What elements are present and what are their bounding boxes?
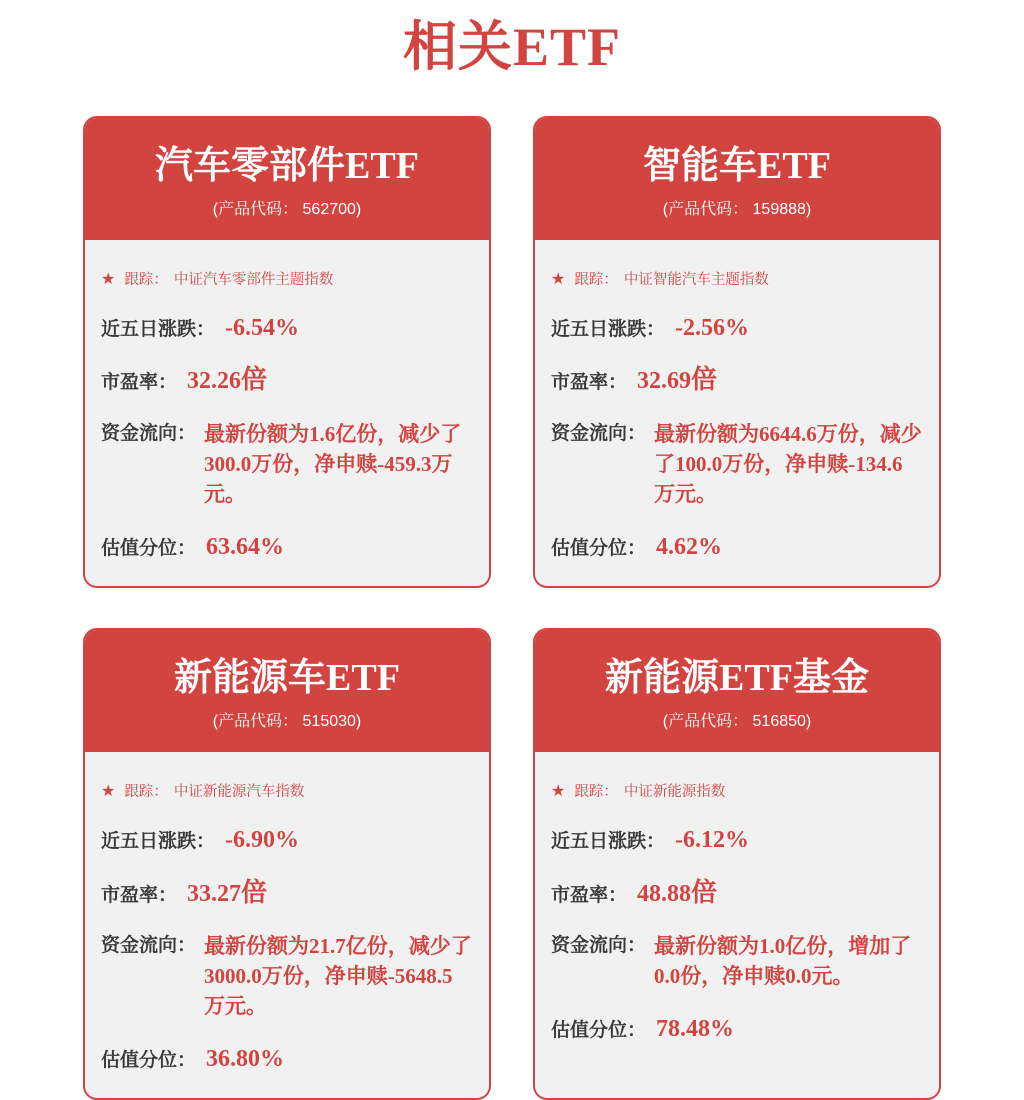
etf-card-smart-car bbox=[533, 116, 941, 588]
fund-flow-row bbox=[101, 931, 473, 1021]
tracked-index-name: 中证智能汽车主题指数 bbox=[623, 272, 769, 288]
five-day-change-row bbox=[551, 826, 923, 853]
valuation-row bbox=[551, 1015, 923, 1042]
card-body bbox=[535, 240, 939, 586]
five-day-change-value: -6.12% bbox=[675, 827, 750, 854]
pe-unit: 倍 bbox=[241, 364, 268, 395]
track-label: 跟踪： bbox=[574, 784, 618, 801]
tracked-index-line bbox=[551, 782, 923, 802]
valuation-value: 78.48% bbox=[656, 1015, 735, 1042]
pe-unit: 倍 bbox=[241, 876, 268, 907]
fund-flow-value: 最新份额为1.0亿份，增加了0.0份，净申赎0.0元。 bbox=[654, 933, 912, 988]
five-day-change-row bbox=[551, 314, 923, 341]
card-body bbox=[85, 752, 489, 1098]
card-header bbox=[535, 630, 939, 752]
pe-ratio-row bbox=[551, 365, 923, 394]
fund-flow-row bbox=[551, 419, 923, 509]
product-code: (产品代码： 562700) bbox=[212, 201, 362, 218]
etf-card-nev bbox=[83, 628, 491, 1100]
pe-ratio-row bbox=[101, 878, 473, 907]
product-code: (产品代码： 515030) bbox=[212, 713, 362, 731]
fund-flow-label: 资金流向： bbox=[101, 934, 197, 956]
tracked-index-name: 中证汽车零部件主题指数 bbox=[173, 272, 334, 288]
pe-ratio-value: 32.69倍 bbox=[637, 364, 718, 395]
five-day-change-row bbox=[101, 314, 473, 341]
star-icon: ★ bbox=[101, 783, 116, 801]
tracked-index-line bbox=[551, 270, 923, 290]
star-icon: ★ bbox=[551, 783, 566, 801]
valuation-value: 36.80% bbox=[206, 1045, 285, 1072]
etf-name: 新能源车ETF bbox=[174, 657, 400, 700]
pe-ratio-label: 市盈率： bbox=[101, 884, 178, 906]
five-day-change-value: -6.54% bbox=[225, 315, 300, 341]
tracked-index-line bbox=[101, 782, 473, 802]
track-label: 跟踪： bbox=[124, 784, 168, 801]
fund-flow-row bbox=[101, 419, 473, 509]
tracked-index-line bbox=[101, 270, 473, 290]
fund-flow-label: 资金流向： bbox=[551, 422, 647, 444]
etf-card-grid bbox=[83, 116, 941, 1100]
etf-name: 智能车ETF bbox=[643, 145, 831, 187]
star-icon: ★ bbox=[551, 271, 566, 288]
fund-flow-value: 最新份额为21.7亿份，减少了3000.0万份，净申赎-5648.5万元。 bbox=[204, 933, 472, 1018]
valuation-value: 4.62% bbox=[656, 533, 723, 560]
etf-card-auto-parts bbox=[83, 116, 491, 588]
product-code: (产品代码： 159888) bbox=[662, 201, 812, 218]
five-day-change-value: -6.90% bbox=[225, 827, 300, 854]
valuation-label: 估值分位： bbox=[551, 537, 647, 559]
five-day-change-label: 近五日涨跌： bbox=[551, 831, 666, 853]
tracked-index-name: 中证新能源汽车指数 bbox=[173, 784, 305, 801]
five-day-change-value: -2.56% bbox=[675, 315, 750, 341]
pe-ratio-value: 33.27倍 bbox=[187, 876, 268, 907]
pe-ratio-row bbox=[101, 365, 473, 394]
pe-ratio-row bbox=[551, 878, 923, 907]
five-day-change-label: 近五日涨跌： bbox=[101, 319, 216, 340]
valuation-label: 估值分位： bbox=[551, 1019, 647, 1041]
fund-flow-row bbox=[551, 931, 923, 991]
fund-flow-value: 最新份额为6644.6万份，减少了100.0万份，净申赎-134.6万元。 bbox=[654, 421, 922, 506]
card-body bbox=[85, 240, 489, 586]
valuation-row bbox=[551, 533, 923, 560]
track-label: 跟踪： bbox=[124, 272, 168, 288]
etf-name: 汽车零部件ETF bbox=[155, 145, 419, 187]
fund-flow-label: 资金流向： bbox=[101, 422, 197, 444]
valuation-value: 63.64% bbox=[206, 533, 285, 560]
pe-ratio-label: 市盈率： bbox=[101, 372, 178, 394]
card-body bbox=[535, 752, 939, 1098]
card-header bbox=[535, 118, 939, 240]
page-title: 相关ETF bbox=[402, 17, 622, 77]
five-day-change-row bbox=[101, 826, 473, 853]
valuation-row bbox=[101, 533, 473, 560]
card-header bbox=[85, 630, 489, 752]
card-header bbox=[85, 118, 489, 240]
etf-name: 新能源ETF基金 bbox=[605, 657, 869, 700]
fund-flow-label: 资金流向： bbox=[551, 934, 647, 956]
valuation-label: 估值分位： bbox=[101, 537, 197, 559]
product-code: (产品代码： 516850) bbox=[662, 713, 812, 731]
pe-ratio-value: 48.88倍 bbox=[637, 876, 718, 907]
pe-ratio-value: 32.26倍 bbox=[187, 364, 268, 395]
fund-flow-value: 最新份额为1.6亿份，减少了300.0万份，净申赎-459.3万元。 bbox=[204, 421, 462, 506]
pe-unit: 倍 bbox=[691, 364, 718, 395]
valuation-row bbox=[101, 1045, 473, 1072]
tracked-index-name: 中证新能源指数 bbox=[623, 784, 726, 801]
track-label: 跟踪： bbox=[574, 272, 618, 288]
valuation-label: 估值分位： bbox=[101, 1049, 197, 1071]
five-day-change-label: 近五日涨跌： bbox=[551, 319, 666, 340]
star-icon: ★ bbox=[101, 271, 116, 288]
pe-ratio-label: 市盈率： bbox=[551, 884, 628, 906]
five-day-change-label: 近五日涨跌： bbox=[101, 831, 216, 853]
pe-unit: 倍 bbox=[691, 876, 718, 907]
etf-card-new-energy-fund bbox=[533, 628, 941, 1100]
pe-ratio-label: 市盈率： bbox=[551, 372, 628, 394]
